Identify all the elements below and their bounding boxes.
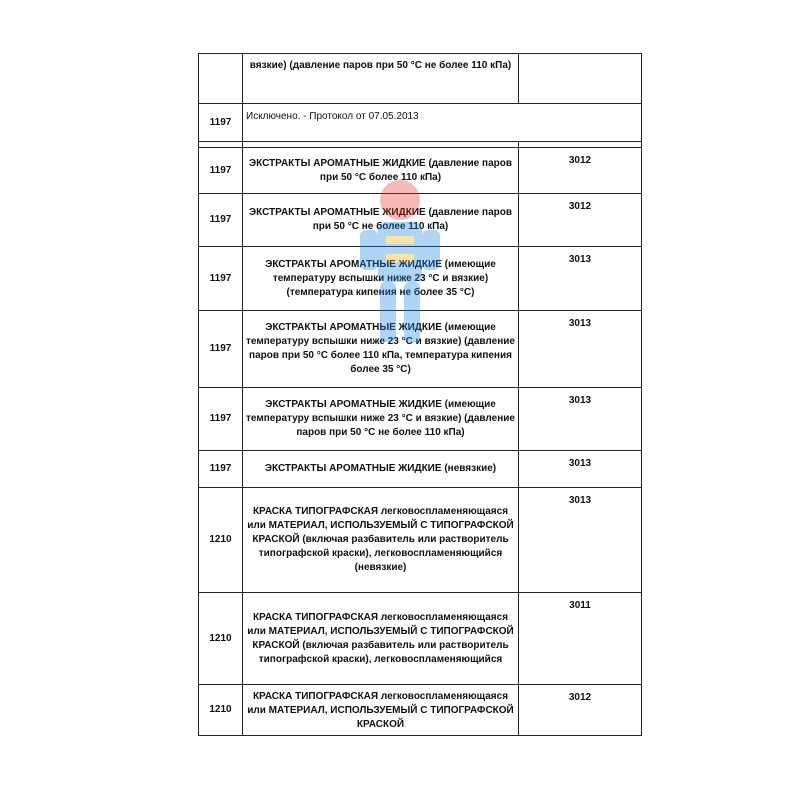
code-cell: 3013 (519, 388, 642, 451)
substance-name-cell: ЭКСТРАКТЫ АРОМАТНЫЕ ЖИДКИЕ (имеющие температуру вспышки ниже 23 °С и вязкие) (давление паров при 50 °С более 110 кПа, температура кипения более 35 °С) (243, 311, 519, 388)
code-cell: 3013 (519, 247, 642, 311)
code-cell: 3013 (519, 451, 642, 488)
table-row (199, 685, 642, 736)
row-number-cell: 1197 (199, 194, 243, 247)
row-number-cell: 1210 (199, 593, 243, 685)
row-number-cell: 1210 (199, 685, 243, 736)
row-number-cell: 1197 (199, 388, 243, 451)
substance-name-cell: КРАСКА ТИПОГРАФСКАЯ легковоспламеняющаяся или МАТЕРИАЛ, ИСПОЛЬЗУЕМЫЙ С ТИПОГРАФСКОЙ КРАСКОЙ (включая разбавитель или растворитель типографской краски), легковоспламеняющийся (невязкие) (243, 488, 519, 593)
code-cell: 3011 (519, 593, 642, 685)
substance-name-cell: ЭКСТРАКТЫ АРОМАТНЫЕ ЖИДКИЕ (давление паров при 50 °С более 110 кПа) (243, 148, 519, 194)
table-row (199, 194, 642, 247)
table-row (199, 148, 642, 194)
row-number-cell: 1197 (199, 311, 243, 388)
code-cell: 3012 (519, 685, 642, 736)
code-cell: 3012 (519, 148, 642, 194)
row-number-cell: 1197 (199, 451, 243, 488)
code-cell: 3012 (519, 194, 642, 247)
table-row (199, 311, 642, 388)
substance-name-cell: ЭКСТРАКТЫ АРОМАТНЫЕ ЖИДКИЕ (имеющие температуру вспышки ниже 23 °С и вязкие) (температура кипения не более 35 °С) (243, 247, 519, 311)
substance-name-cell: вязкие) (давление паров при 50 °С не более 110 кПа) (243, 54, 519, 104)
table-row (199, 451, 642, 488)
table-row (199, 54, 642, 104)
substance-name-cell: ЭКСТРАКТЫ АРОМАТНЫЕ ЖИДКИЕ (имеющие температуру вспышки ниже 23 °С и вязкие) (давление паров при 50 °С не более 110 кПа) (243, 388, 519, 451)
substance-name-cell: КРАСКА ТИПОГРАФСКАЯ легковоспламеняющаяся или МАТЕРИАЛ, ИСПОЛЬЗУЕМЫЙ С ТИПОГРАФСКОЙ КРАСКОЙ (243, 685, 519, 736)
excluded-note-cell: Исключено. - Протокол от 07.05.2013 (243, 104, 642, 142)
row-number-cell: 1197 (199, 247, 243, 311)
row-number-cell: 1197 (199, 148, 243, 194)
substance-name-cell: ЭКСТРАКТЫ АРОМАТНЫЕ ЖИДКИЕ (невязкие) (243, 451, 519, 488)
code-cell: 3013 (519, 488, 642, 593)
substance-name-cell: КРАСКА ТИПОГРАФСКАЯ легковоспламеняющаяся или МАТЕРИАЛ, ИСПОЛЬЗУЕМЫЙ С ТИПОГРАФСКОЙ КРАСКОЙ (включая разбавитель или растворитель типографской краски), легковоспламеняющийся (243, 593, 519, 685)
table-row (199, 104, 642, 142)
table-row (199, 388, 642, 451)
code-cell (519, 54, 642, 104)
row-number-cell (199, 54, 243, 104)
table-row (199, 488, 642, 593)
row-number-cell: 1197 (199, 104, 243, 142)
regulation-table (198, 53, 642, 736)
code-cell: 3013 (519, 311, 642, 388)
table-row (199, 593, 642, 685)
substance-name-cell: ЭКСТРАКТЫ АРОМАТНЫЕ ЖИДКИЕ (давление паров при 50 °С не более 110 кПа) (243, 194, 519, 247)
row-number-cell: 1210 (199, 488, 243, 593)
table-row (199, 247, 642, 311)
